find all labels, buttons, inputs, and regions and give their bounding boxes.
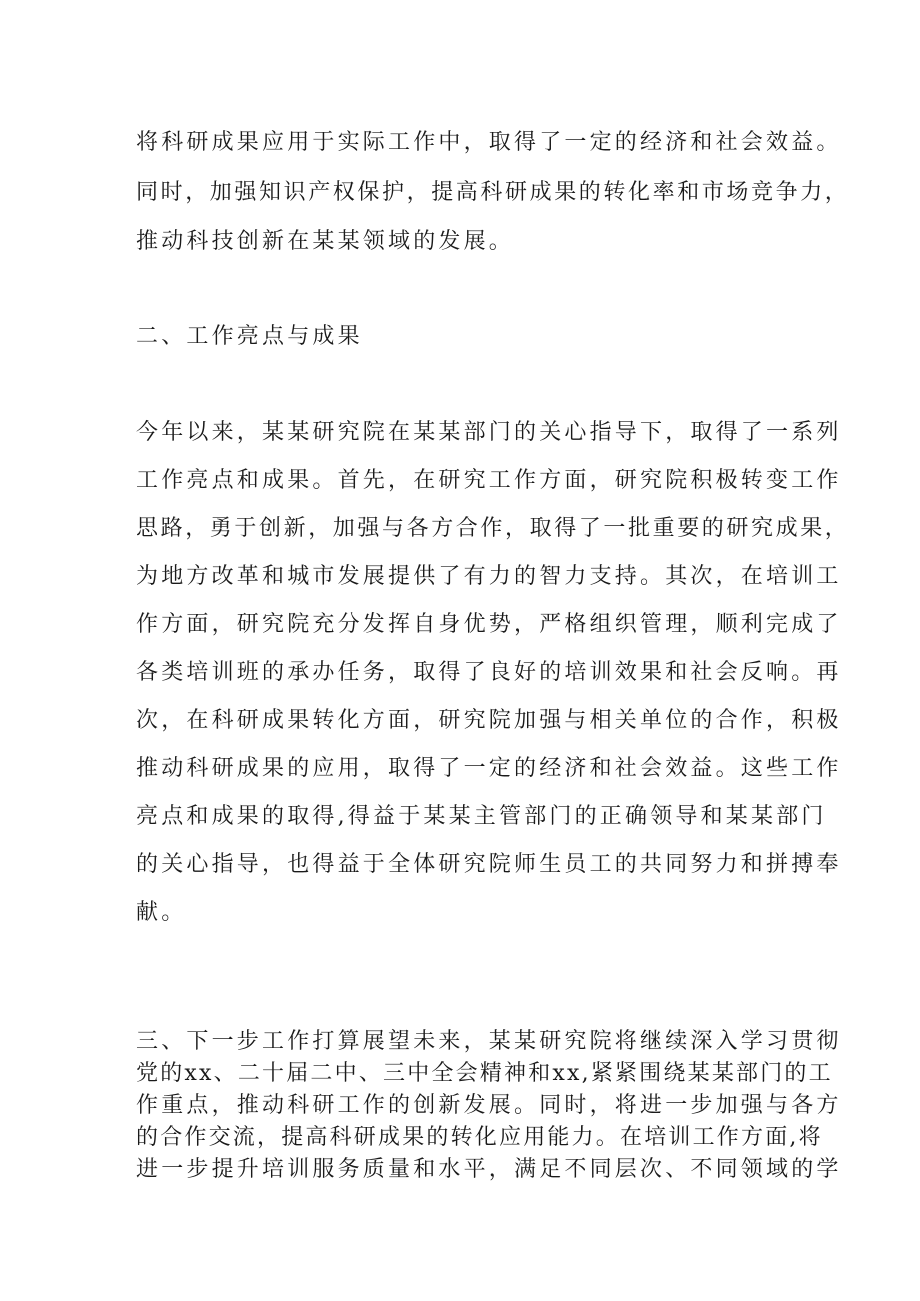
paragraph-2-line-10: 的关心指导，也得益于全体研究院师生员工的共同努力和拼搏奉	[136, 852, 842, 877]
paragraph-2-line-5: 作方面，研究院充分发挥自身优势，严格组织管理，顺利完成了	[136, 612, 842, 637]
paragraph-3-line-3: 作重点，推动科研工作的创新发展。同时，将进一步加强与各方	[136, 1093, 842, 1118]
paragraph-2-line-4: 为地方改革和城市发展提供了有力的智力支持。其次，在培训工	[136, 564, 842, 589]
paragraph-2-line-9: 亮点和成果的取得,得益于某某主管部门的正确领导和某某部门	[136, 804, 827, 829]
paragraph-2-line-11: 献。	[136, 900, 187, 925]
paragraph-1-line-2: 同时，加强知识产权保护，提高科研成果的转化率和市场竞争力，	[136, 180, 850, 205]
paragraph-3-line-5: 进一步提升培训服务质量和水平，满足不同层次、不同领域的学	[136, 1157, 842, 1182]
paragraph-1-line-3: 推动科技创新在某某领域的发展。	[136, 229, 515, 254]
paragraph-3-line-1: 三、下一步工作打算展望未来，某某研究院将继续深入学习贯彻	[136, 1029, 842, 1054]
paragraph-2-line-8: 推动科研成果的应用，取得了一定的经济和社会效益。这些工作	[136, 756, 842, 781]
section-heading-2: 二、工作亮点与成果	[136, 324, 363, 349]
paragraph-2-line-1: 今年以来，某某研究院在某某部门的关心指导下，取得了一系列	[136, 420, 842, 445]
paragraph-2-line-3: 思路，勇于创新，加强与各方合作，取得了一批重要的研究成果，	[136, 516, 850, 541]
paragraph-3-line-2: 党的xx、二十届二中、三中全会精神和xx,紧紧围绕某某部门的工	[136, 1061, 833, 1086]
paragraph-2-line-7: 次，在科研成果转化方面，研究院加强与相关单位的合作，积极	[136, 708, 842, 733]
paragraph-1-line-1: 将科研成果应用于实际工作中，取得了一定的经济和社会效益。	[136, 130, 842, 155]
paragraph-3-line-4: 的合作交流，提高科研成果的转化应用能力。在培训工作方面,将	[136, 1125, 823, 1150]
paragraph-2-line-6: 各类培训班的承办任务，取得了良好的培训效果和社会反响。再	[136, 660, 842, 685]
paragraph-2-line-2: 工作亮点和成果。首先，在研究工作方面，研究院积极转变工作	[136, 468, 842, 493]
